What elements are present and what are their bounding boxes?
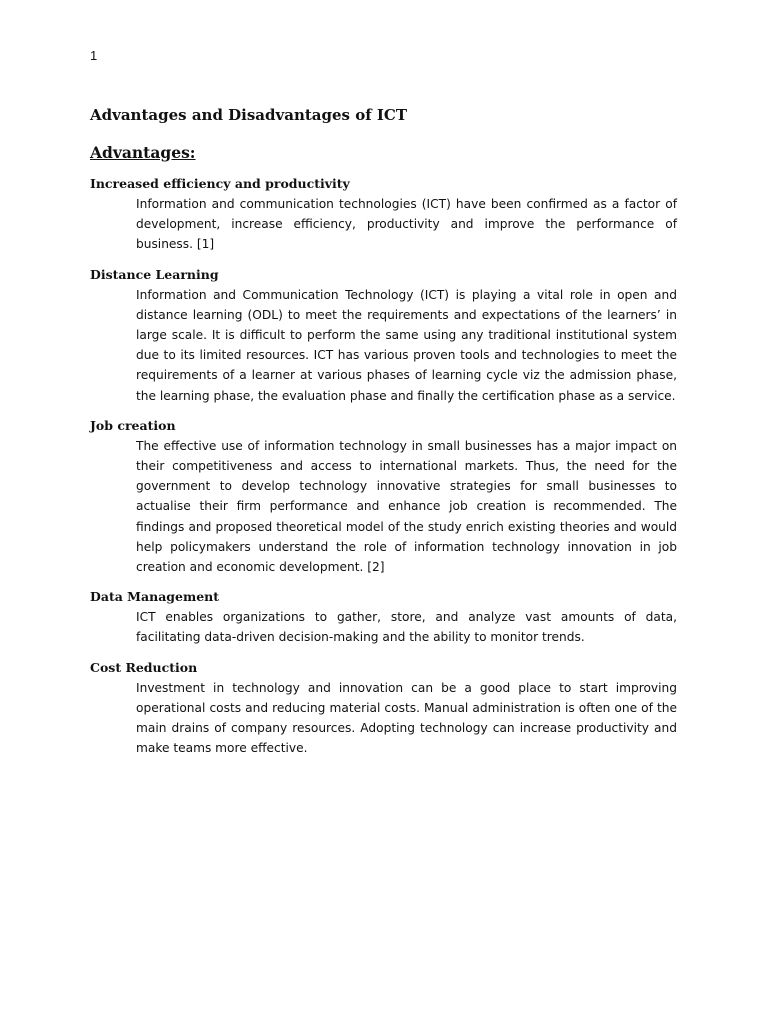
advantage-heading: Job creation (90, 417, 176, 433)
advantage-heading: Increased efficiency and productivity (90, 176, 350, 191)
advantage-body: Investment in technology and innovation can be a good place to start improving operational costs and reducing material costs. Manual administration is often one of the main drains of company resources. Adopting technology can increase productivity and make teams more effective. (136, 680, 677, 756)
advantage-heading: Distance Learning (90, 266, 219, 282)
advantage-item-efficiency (90, 175, 677, 255)
advantage-item-distance-learning (90, 266, 677, 406)
advantage-item-data-management (90, 588, 677, 647)
advantage-heading: Cost Reduction (90, 659, 198, 675)
page-number: 1 (90, 48, 98, 63)
advantage-body: Information and communication technologies (ICT) have been confirmed as a factor of development, increase efficiency, productivity and improve the performance of business. [1] (136, 197, 677, 252)
advantage-item-cost-reduction (90, 659, 677, 759)
document-title: Advantages and Disadvantages of ICT (90, 106, 407, 124)
advantage-item-job-creation (90, 417, 677, 577)
advantage-body: ICT enables organizations to gather, store, and analyze vast amounts of data, facilitating data-driven decision-making and the ability to monitor trends. (136, 610, 677, 645)
advantage-body: Information and Communication Technology (ICT) is playing a vital role in open and distance learning (ODL) to meet the requirements and expectations of the learners’ in large scale. It is difficult to perform the same using any traditional institutional system due to its limited resources. ICT has various proven tools and technologies to meet the requirements of a learner at various phases of learning cycle viz the admission phase, the learning phase, the evaluation phase and finally the certification phase as a service. (136, 287, 677, 403)
document-content (90, 104, 677, 769)
advantage-body: The effective use of information technology in small businesses has a major impact on their competitiveness and access to international markets. Thus, the need for the government to develop technology innovative strategies for small businesses to actualise their firm performance and enhance job creation is recommended. The findings and proposed theoretical model of the study enrich existing theories and would help policymakers understand the role of information technology innovation in job creation and economic development. [2] (136, 438, 677, 575)
section-heading-advantages: Advantages: (90, 143, 196, 162)
advantage-heading: Data Management (90, 589, 220, 605)
